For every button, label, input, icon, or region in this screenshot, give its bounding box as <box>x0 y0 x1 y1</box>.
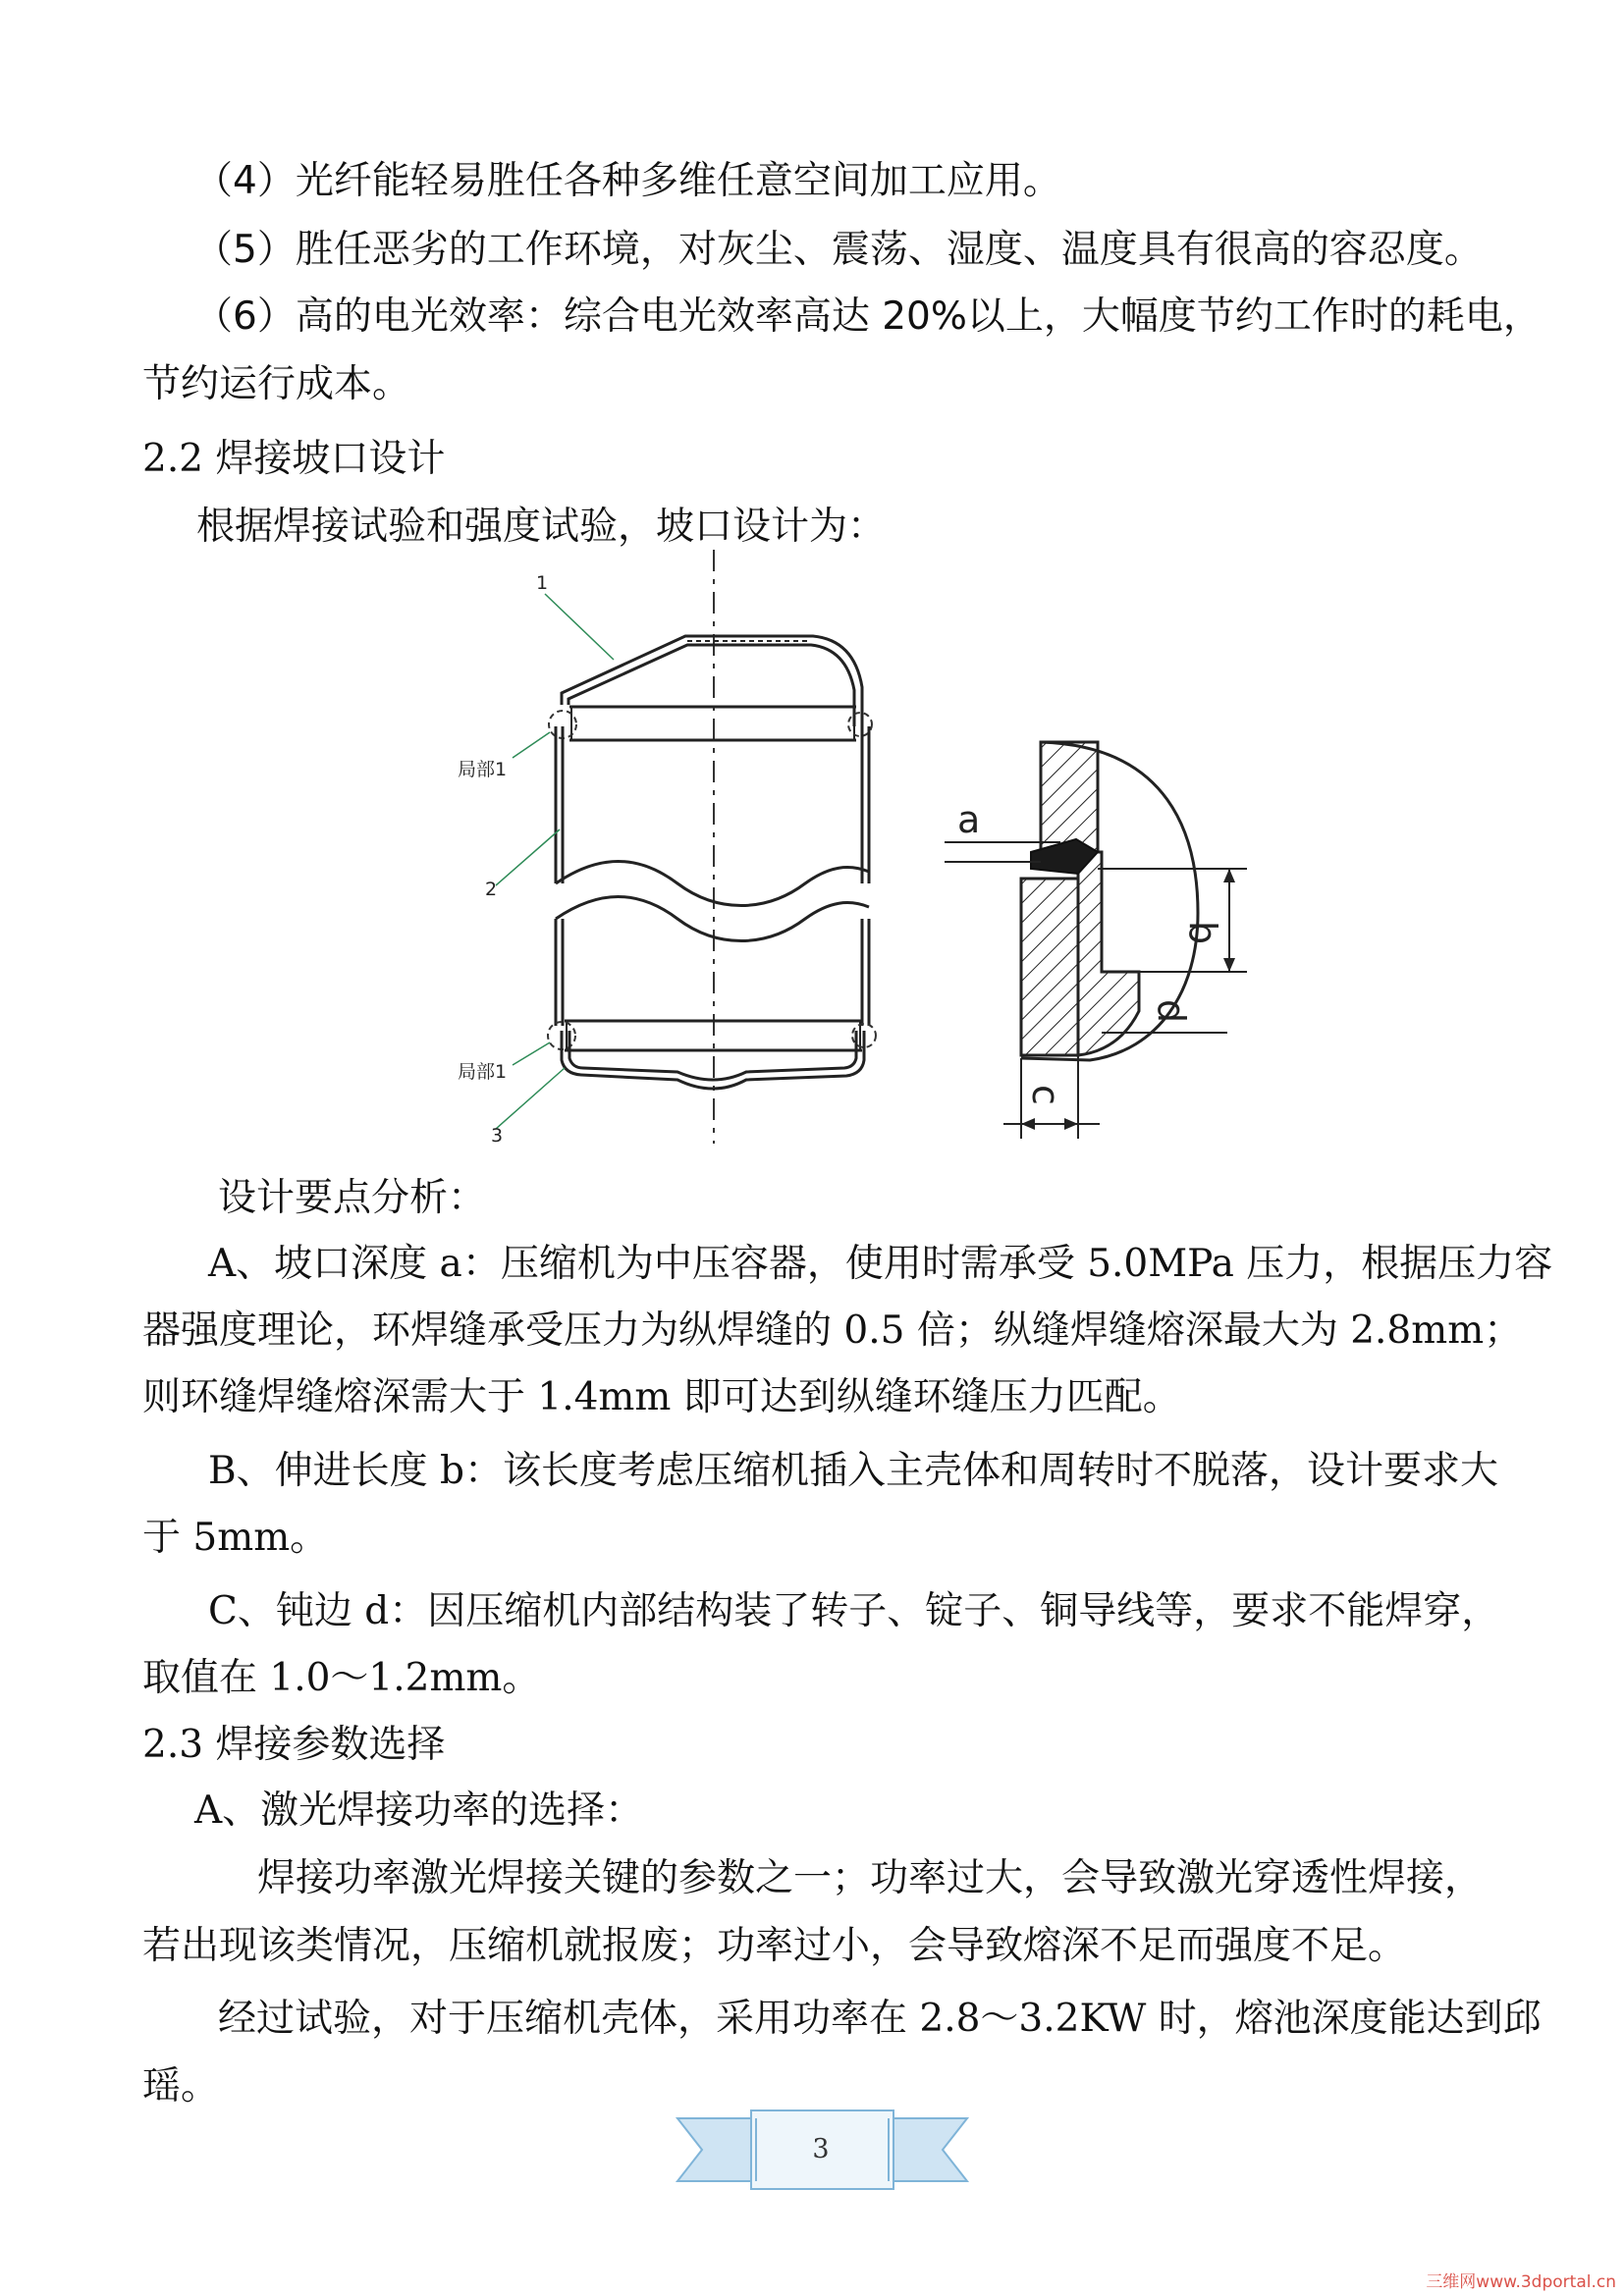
callout-2: 2 <box>485 879 498 900</box>
list-item-4: （4）光纤能轻易胜任各种多维任意空间加工应用。 <box>194 159 1061 203</box>
section-2-3-p1-line-2: 若出现该类情况，压缩机就报废；功率过小，会导致熔深不足而强度不足。 <box>142 1924 1407 1968</box>
analysis-c-line-2: 取值在 1.0～1.2mm。 <box>142 1656 541 1700</box>
watermark: 三维网www.3dportal.cn <box>1426 2272 1616 2292</box>
callout-3: 3 <box>491 1125 504 1147</box>
analysis-a-line-2: 器强度理论，环焊缝承受压力为纵焊缝的 0.5 倍；纵缝焊缝熔深最大为 2.8mm； <box>142 1308 1523 1353</box>
section-2-2-heading: 2.2 焊接坡口设计 <box>142 437 446 481</box>
list-item-5: （5）胜任恶劣的工作环境，对灰尘、震荡、湿度、温度具有很高的容忍度。 <box>194 228 1483 272</box>
section-2-3-p2-line-1: 经过试验，对于压缩机壳体，采用功率在 2.8～3.2KW 时，熔池深度能达到邱 <box>218 1997 1542 2041</box>
dim-label-b: b <box>1181 921 1224 945</box>
analysis-c-line-1: C、钝边 d：因压缩机内部结构装了转子、锭子、铜导线等，要求不能焊穿， <box>208 1589 1500 1633</box>
section-2-3-heading: 2.3 焊接参数选择 <box>142 1723 446 1767</box>
section-2-2-intro: 根据焊接试验和强度试验，坡口设计为： <box>196 505 887 549</box>
local-label-bottom: 局部1 <box>458 1061 508 1083</box>
dim-label-c: c <box>1024 1085 1067 1105</box>
analysis-a-line-3: 则环缝焊缝熔深需大于 1.4mm 即可达到纵缝环缝压力匹配。 <box>142 1375 1181 1419</box>
page-number: 3 <box>812 2134 830 2164</box>
list-item-6-line-1: （6）高的电光效率：综合电光效率高达 20%以上，大幅度节约工作时的耗电， <box>194 294 1542 339</box>
section-2-3-p2-line-2: 瑶。 <box>142 2064 220 2109</box>
callout-1: 1 <box>536 572 549 594</box>
analysis-b-line-1: B、伸进长度 b：该长度考虑压缩机插入主壳体和周转时不脱落，设计要求大 <box>208 1449 1499 1493</box>
list-item-6-line-2: 节约运行成本。 <box>142 362 411 406</box>
local-label-top: 局部1 <box>458 759 508 780</box>
dim-label-a: a <box>957 798 981 841</box>
dim-label-d: d <box>1150 999 1193 1024</box>
analysis-a-line-1: A、坡口深度 a：压缩机为中压容器，使用时需承受 5.0MPa 压力，根据压力容 <box>208 1242 1553 1286</box>
analysis-title: 设计要点分析： <box>218 1176 487 1220</box>
section-2-3-sub-a: A、激光焊接功率的选择： <box>194 1789 644 1833</box>
section-2-3-p1-line-1: 焊接功率激光焊接关键的参数之一；功率过大，会导致激光穿透性焊接， <box>257 1856 1484 1900</box>
analysis-b-line-2: 于 5mm。 <box>142 1516 329 1560</box>
